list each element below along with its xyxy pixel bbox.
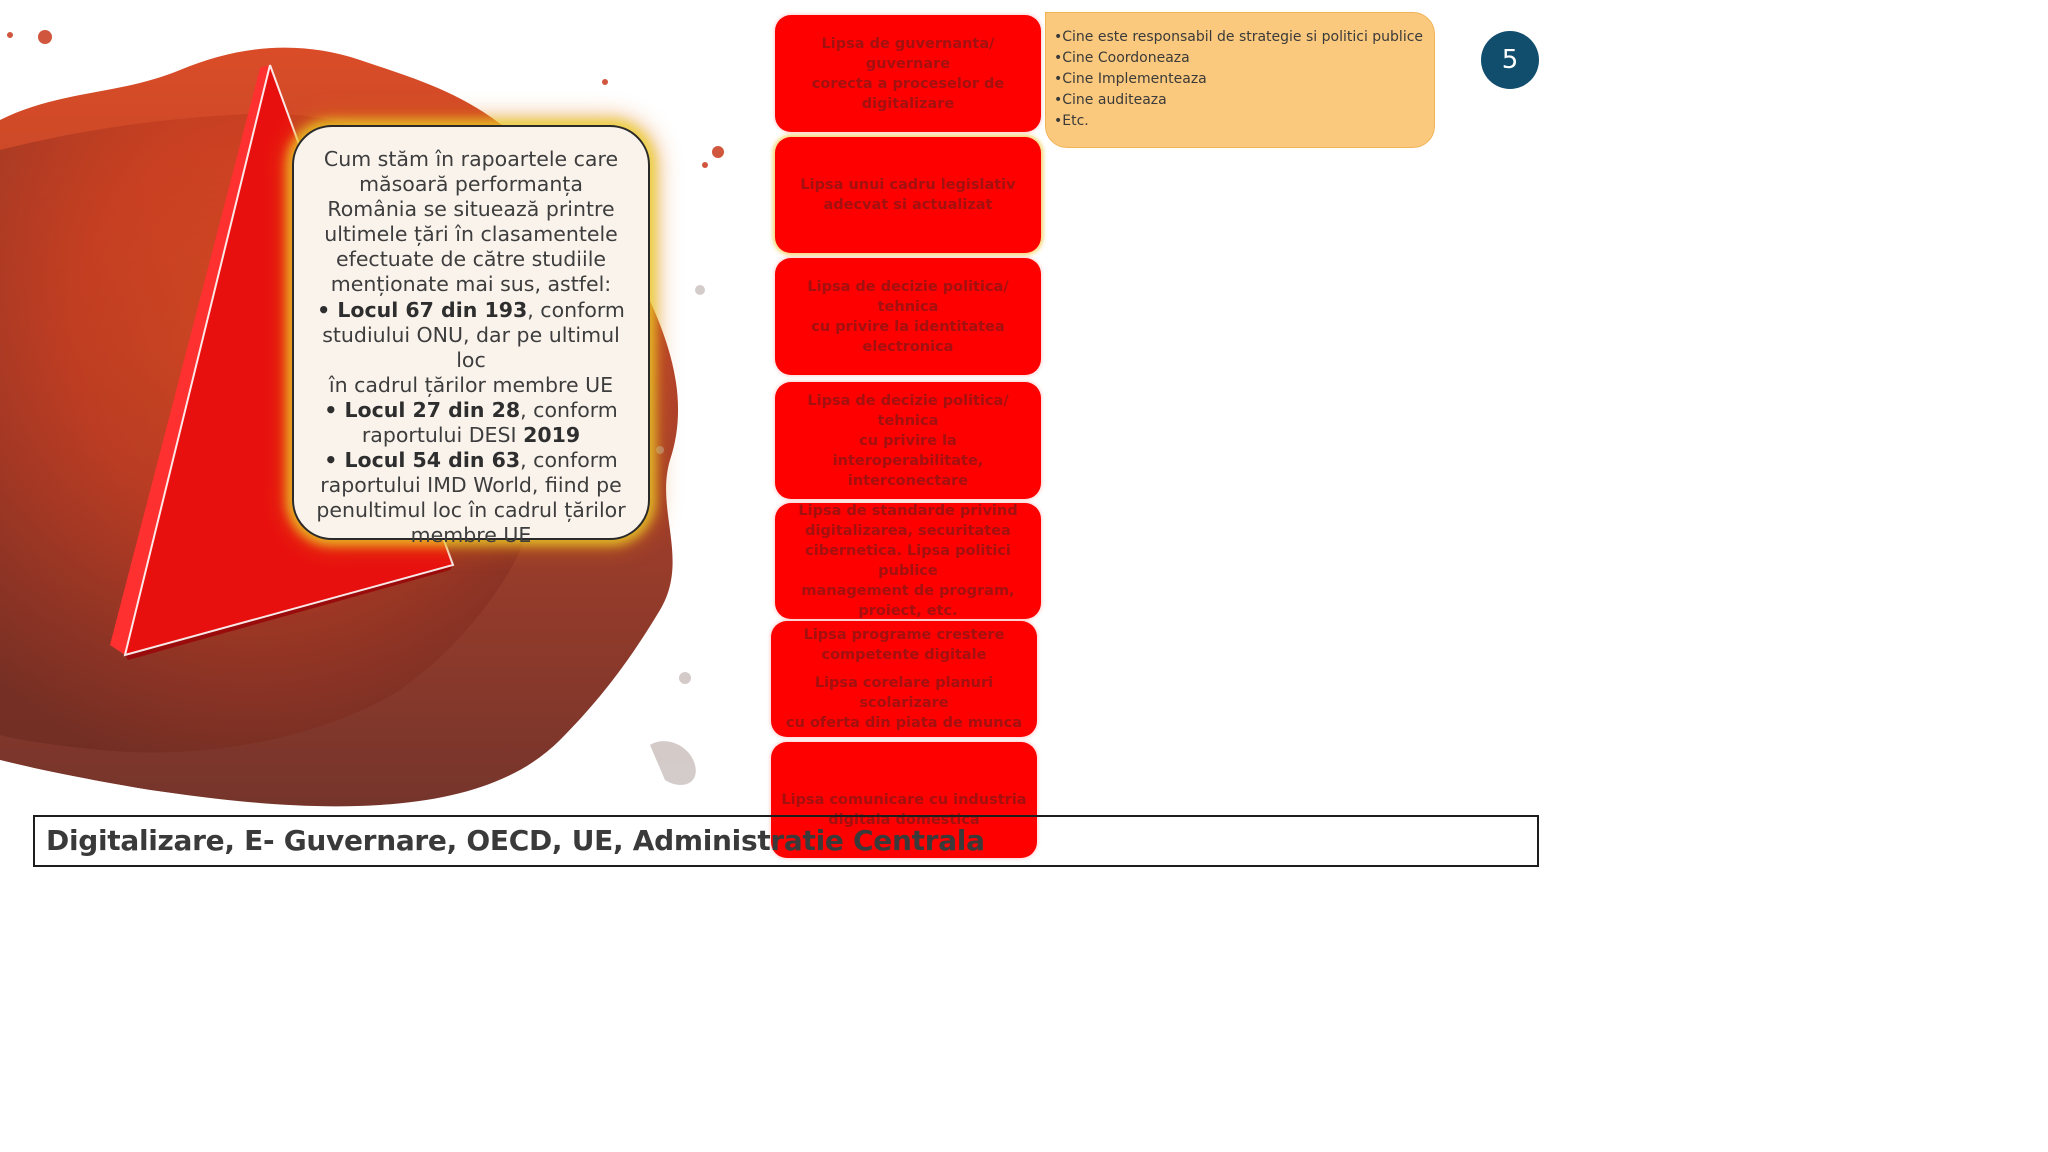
rank-onu: • Locul 67 din 193 <box>317 297 528 322</box>
info-item: •Etc. <box>1054 113 1089 129</box>
callout-item-line: penultimul loc în cadrul țărilor <box>316 498 626 523</box>
callout-intro-line: efectuate de către studiile <box>335 247 606 272</box>
issue-box-standards: Lipsa de standarde privind digitalizarea, securitatea cibernetica. Lipsa politici publice management de program, proiect, etc. <box>775 503 1041 619</box>
info-item: •Cine Implementeaza <box>1054 71 1207 87</box>
callout-item-line: membre UE <box>410 523 532 548</box>
issue-box-digital-skills: Lipsa programe crestere competente digitale Lipsa corelare planuri scolarizare cu oferta din piata de munca <box>771 621 1037 737</box>
issue-box-industry-communication: Lipsa comunicare cu industria digitala domestica <box>771 742 1037 858</box>
issue-box-governance: Lipsa de guvernanta/ guvernare corecta a proceselor de digitalizare <box>775 15 1041 132</box>
callout-item-line: raportului DESI 2019 <box>361 423 581 448</box>
info-item: •Cine Coordoneaza <box>1054 50 1190 66</box>
responsibility-questions-box <box>1045 12 1435 148</box>
callout-intro-line: măsoară performanța <box>359 172 583 197</box>
footer-title: Digitalizare, E- Guvernare, OECD, UE, Administratie Centrala <box>46 824 985 857</box>
callout-item-line: raportului IMD World, fiind pe <box>320 473 622 498</box>
info-item: •Cine este responsabil de strategie si politici publice <box>1054 29 1424 45</box>
callout-intro-line: România se situează printre <box>327 197 615 222</box>
issue-box-electronic-identity: Lipsa de decizie politica/ tehnica cu privire la identitatea electronica <box>775 258 1041 375</box>
desi-year: 2019 <box>523 423 581 448</box>
callout-item-line: în cadrul țărilor membre UE <box>328 372 614 397</box>
callout-item-desi: • Locul 27 din 28, conform <box>324 397 618 422</box>
page-number-badge: 5 <box>1481 31 1539 89</box>
issue-box-legislation: Lipsa unui cadru legislativ adecvat si actualizat <box>775 137 1041 253</box>
rank-desi: • Locul 27 din 28 <box>324 397 521 422</box>
callout-item-line: studiului ONU, dar pe ultimul loc <box>322 322 620 372</box>
info-item: •Cine auditeaza <box>1054 92 1167 108</box>
callout-item-imd: • Locul 54 din 63, conform <box>324 448 618 473</box>
ranking-callout <box>292 125 650 548</box>
callout-intro-line: Cum stăm în rapoartele care <box>323 147 619 171</box>
callout-intro-line: ultimele țări în clasamentele <box>324 222 618 247</box>
rank-imd: • Locul 54 din 63 <box>324 448 521 473</box>
callout-item-onu: • Locul 67 din 193, conform <box>317 297 625 322</box>
issue-box-interoperability: Lipsa de decizie politica/ tehnica cu privire la interoperabilitate, interconectare <box>775 382 1041 499</box>
callout-intro-line: menționate mai sus, astfel: <box>330 272 612 297</box>
